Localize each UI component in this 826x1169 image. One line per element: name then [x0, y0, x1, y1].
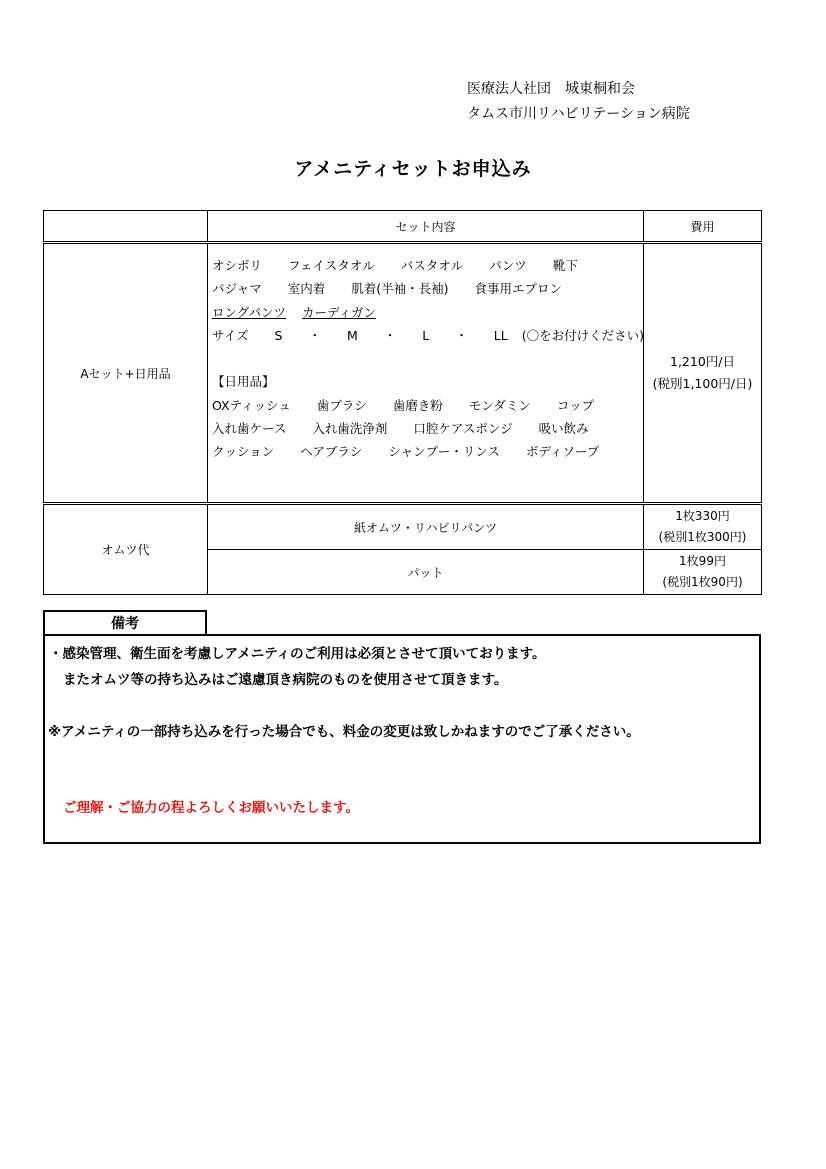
item: 入れ歯ケース — [212, 421, 287, 437]
content-line — [212, 417, 643, 440]
item: 歯ブラシ — [316, 397, 367, 413]
set-a-price: 1,210円/日 — [670, 354, 735, 369]
item: モンダミン — [468, 397, 531, 413]
page-title: アメニティセットお申込み — [294, 158, 532, 180]
content-line — [212, 254, 643, 277]
set-a-price-cell — [644, 243, 762, 504]
item: 靴下 — [552, 258, 578, 273]
item: カーディガン — [302, 304, 377, 320]
header-cost: 費用 — [644, 211, 762, 243]
pad-price: 1枚99円 — [679, 554, 726, 568]
item: フェイスタオル — [288, 258, 375, 273]
content-line — [212, 277, 643, 300]
item: バスタオル — [400, 258, 464, 273]
item: ヘアブラシ — [300, 444, 363, 460]
diaper-label: オムツ代 — [44, 504, 208, 595]
size-option[interactable]: M — [346, 327, 358, 343]
org-name: 医療法人社団 城東桐和会 — [467, 81, 635, 97]
size-line — [212, 324, 643, 347]
content-line — [212, 440, 643, 463]
remarks-label: 備考 — [43, 610, 207, 634]
item: ボディソープ — [525, 444, 600, 460]
item: パンツ — [489, 258, 527, 273]
content-line — [212, 394, 643, 417]
item: ロングパンツ — [212, 304, 287, 320]
blank-line — [212, 347, 643, 370]
set-a-content — [208, 243, 644, 504]
diaper-item-name: 紙オムツ・リハビリパンツ — [208, 504, 644, 550]
pad-price-cell — [644, 550, 762, 595]
diaper-price-cell — [644, 504, 762, 550]
remarks-line: またオムツ等の持ち込みはご遠慮頂き病院のものを使用させて頂きます。 — [63, 672, 508, 688]
set-a-label: Aセット+日用品 — [44, 243, 208, 504]
content-line-underlined — [212, 301, 643, 324]
diaper-price-note: (税別1枚300円) — [658, 530, 747, 544]
pad-item-name: パット — [208, 550, 644, 595]
header-blank-cell — [44, 211, 208, 243]
item: 入れ歯洗浄剤 — [312, 421, 388, 437]
item: シャンプー・リンス — [388, 444, 500, 460]
remarks-note: ※アメニティの一部持ち込みを行った場合でも、料金の変更は致しかねますのでご了承ください。 — [48, 724, 640, 740]
item: コップ — [556, 397, 595, 413]
item: オシボリ — [212, 258, 263, 273]
header-set-content: セット内容 — [208, 211, 644, 243]
pad-price-note: (税別1枚90円) — [662, 575, 743, 589]
hospital-name: タムス市川リハビリテーション病院 — [467, 106, 690, 122]
amenity-table — [43, 210, 762, 595]
item: 口腔ケアスポンジ — [413, 421, 513, 437]
item: 室内着 — [287, 281, 326, 297]
item: パジャマ — [212, 281, 262, 297]
table-header-row — [44, 211, 762, 243]
diaper-price: 1枚330円 — [675, 509, 730, 523]
set-a-price-note: (税別1,100円/日) — [652, 376, 753, 391]
table-row-diaper — [44, 504, 762, 550]
item: 【日用品】 — [212, 374, 275, 390]
table-row-set-a — [44, 243, 762, 504]
item: 歯磨き粉 — [392, 397, 443, 413]
size-option[interactable]: LL — [493, 327, 508, 343]
item: 吸い飲み — [538, 421, 589, 437]
size-option[interactable]: S — [274, 327, 283, 343]
daily-goods-heading — [212, 370, 643, 393]
separator: ・ — [455, 327, 468, 343]
item: 食事用エプロン — [474, 281, 563, 297]
item: OXティッシュ — [212, 397, 291, 413]
remarks-box — [43, 634, 761, 844]
size-instruction: (〇をお付けください) — [521, 327, 644, 343]
size-option[interactable]: L — [422, 327, 430, 343]
separator: ・ — [383, 327, 397, 343]
item: クッション — [212, 444, 275, 460]
remarks-thanks: ご理解・ご協力の程よろしくお願いいたします。 — [63, 800, 359, 816]
size-label: サイズ — [212, 327, 249, 343]
item: 肌着(半袖・長袖) — [351, 281, 449, 297]
separator: ・ — [308, 327, 321, 343]
remarks-line: ・感染管理、衛生面を考慮しアメニティのご利用は必須とさせて頂いております。 — [49, 646, 546, 662]
